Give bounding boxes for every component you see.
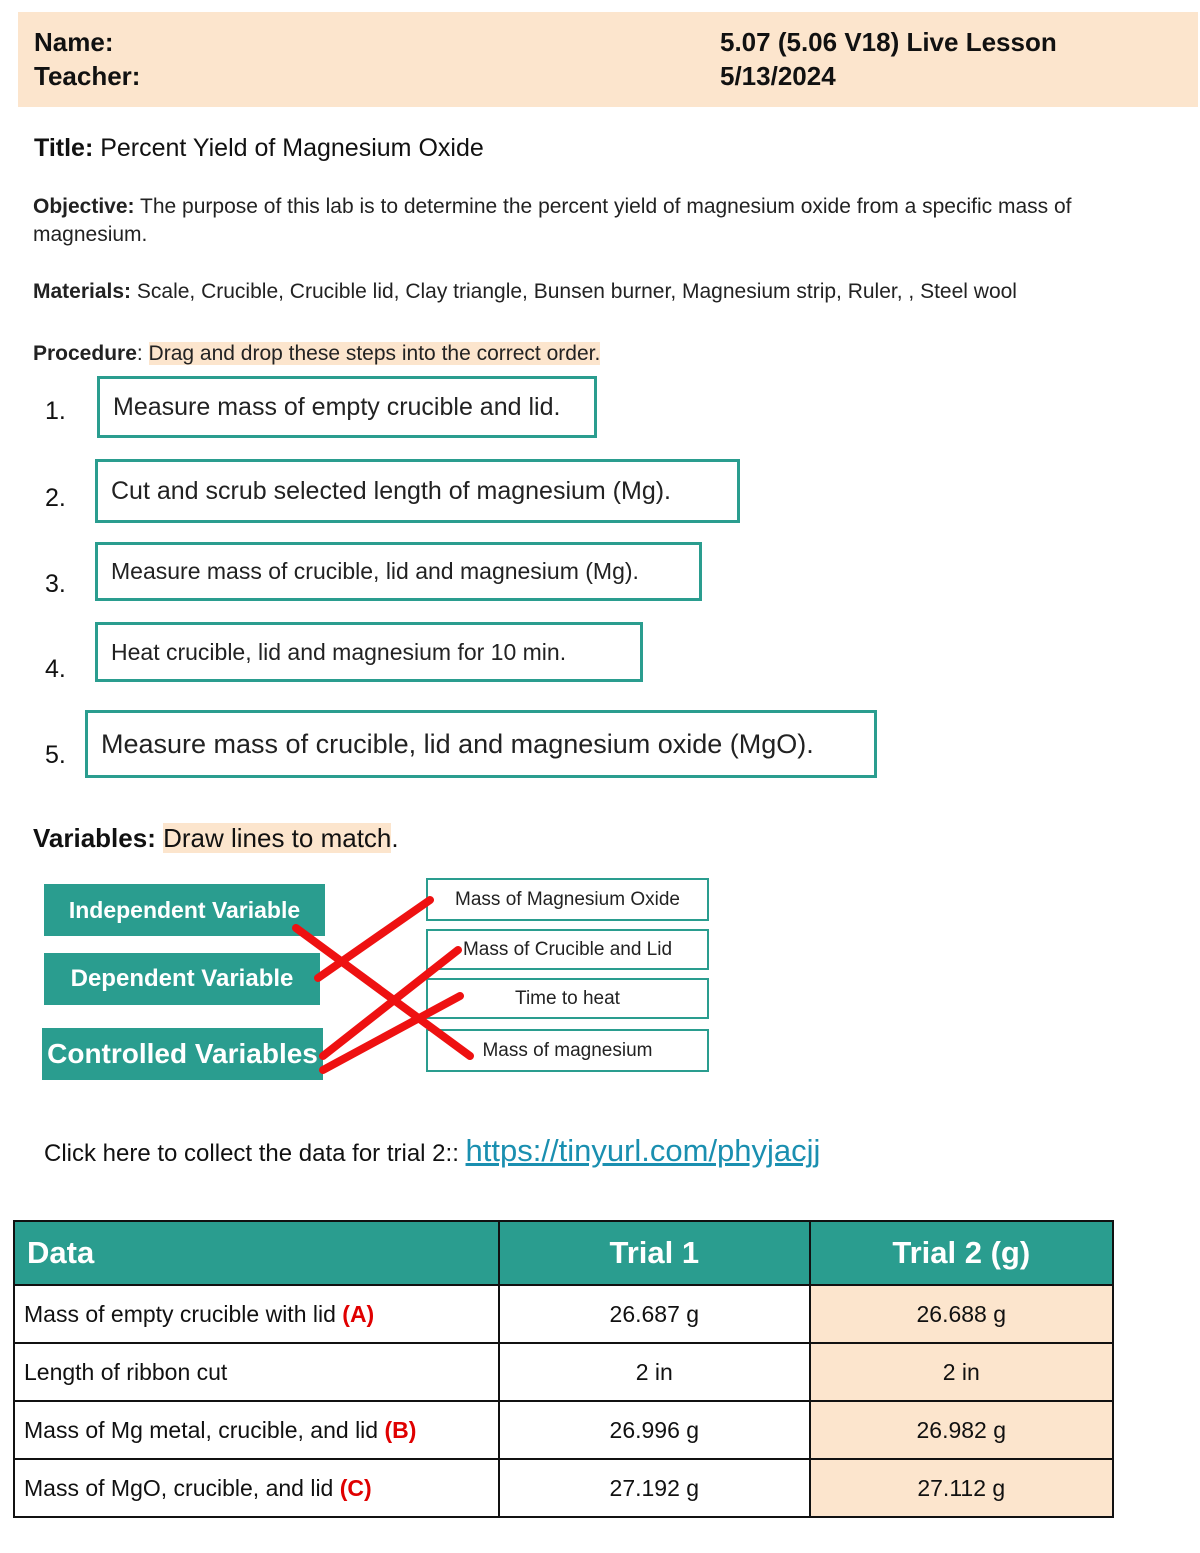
step-number: 4.	[45, 655, 66, 683]
row-tag: (C)	[339, 1474, 372, 1501]
trial2-cell[interactable]: 27.112 g	[810, 1459, 1113, 1517]
objective-text: The purpose of this lab is to determine the percent yield of magnesium oxide from a specific mass of magnesium.	[33, 195, 1072, 246]
header-data: Data	[14, 1221, 499, 1285]
trial1-cell: 27.192 g	[499, 1459, 809, 1517]
step-number: 5.	[45, 741, 66, 769]
table-row	[14, 1285, 1113, 1343]
row-label	[14, 1401, 499, 1459]
table-row	[14, 1401, 1113, 1459]
procedure-heading: Procedure: Drag and drop these steps into the correct order.	[33, 342, 601, 365]
row-label	[14, 1343, 499, 1401]
row-label-text: Mass of Mg metal, crucible, and lid	[24, 1416, 379, 1443]
match-mass-of-crucible-and-lid[interactable]: Mass of Crucible and Lid	[426, 929, 709, 970]
match-time-to-heat[interactable]: Time to heat	[426, 978, 709, 1019]
row-tag: (A)	[342, 1300, 375, 1327]
collect-data-line	[44, 1133, 820, 1169]
trial2-cell[interactable]: 26.688 g	[810, 1285, 1113, 1343]
step-card-5[interactable]: Measure mass of crucible, lid and magnesium oxide (MgO).	[85, 710, 877, 778]
trial1-cell: 26.687 g	[499, 1285, 809, 1343]
trial1-cell: 26.996 g	[499, 1401, 809, 1459]
objective-label: Objective:	[33, 195, 135, 218]
data-table	[13, 1220, 1114, 1518]
match-mass-of-magnesium-oxide[interactable]: Mass of Magnesium Oxide	[426, 878, 709, 921]
header-trial2: Trial 2 (g)	[810, 1221, 1113, 1285]
row-label	[14, 1459, 499, 1517]
row-label	[14, 1285, 499, 1343]
teacher-label: Teacher:	[34, 61, 141, 91]
row-label-text: Length of ribbon cut	[24, 1358, 228, 1385]
match-mass-of-magnesium[interactable]: Mass of magnesium	[426, 1029, 709, 1072]
lesson-title: 5.07 (5.06 V18) Live Lesson	[720, 27, 1057, 57]
materials-text: Scale, Crucible, Crucible lid, Clay triangle, Bunsen burner, Magnesium strip, Ruler, , Steel wool	[136, 280, 1017, 303]
trial1-cell: 2 in	[499, 1343, 809, 1401]
step-card-2[interactable]: Cut and scrub selected length of magnesium (Mg).	[95, 459, 740, 523]
step-card-3[interactable]: Measure mass of crucible, lid and magnesium (Mg).	[95, 542, 702, 601]
step-number: 3.	[45, 570, 66, 598]
dependent-variable-card[interactable]: Dependent Variable	[44, 953, 320, 1005]
row-label-text: Mass of empty crucible with lid	[24, 1300, 336, 1327]
name-label: Name:	[34, 27, 114, 57]
trial2-data-link[interactable]: https://tinyurl.com/phyjacjj	[465, 1133, 821, 1168]
title-label: Title:	[34, 134, 94, 162]
variables-heading: Variables: Draw lines to match.	[33, 823, 399, 853]
row-label-text: Mass of MgO, crucible, and lid	[24, 1474, 334, 1501]
variables-label: Variables:	[33, 823, 156, 853]
trial2-cell[interactable]: 2 in	[810, 1343, 1113, 1401]
step-number: 1.	[45, 397, 66, 425]
table-row	[14, 1459, 1113, 1517]
step-card-1[interactable]: Measure mass of empty crucible and lid.	[97, 376, 597, 438]
collect-text: Click here to collect the data for trial 2::	[44, 1140, 459, 1167]
trial2-cell[interactable]: 26.982 g	[810, 1401, 1113, 1459]
table-row	[14, 1343, 1113, 1401]
match-line[interactable]	[318, 900, 430, 978]
variables-instruction: Draw lines to match	[163, 823, 392, 853]
controlled-variables-card[interactable]: Controlled Variables	[42, 1028, 323, 1080]
step-number: 2.	[45, 484, 66, 512]
lesson-date: 5/13/2024	[720, 61, 836, 91]
header-trial1: Trial 1	[499, 1221, 809, 1285]
row-tag: (B)	[384, 1416, 417, 1443]
title-text: Percent Yield of Magnesium Oxide	[100, 134, 484, 162]
step-card-4[interactable]: Heat crucible, lid and magnesium for 10 min.	[95, 622, 643, 682]
materials-label: Materials:	[33, 280, 132, 303]
table-header-row	[14, 1221, 1113, 1285]
procedure-label: Procedure	[33, 342, 137, 365]
independent-variable-card[interactable]: Independent Variable	[44, 884, 325, 936]
procedure-instruction: Drag and drop these steps into the correct order.	[148, 342, 601, 365]
